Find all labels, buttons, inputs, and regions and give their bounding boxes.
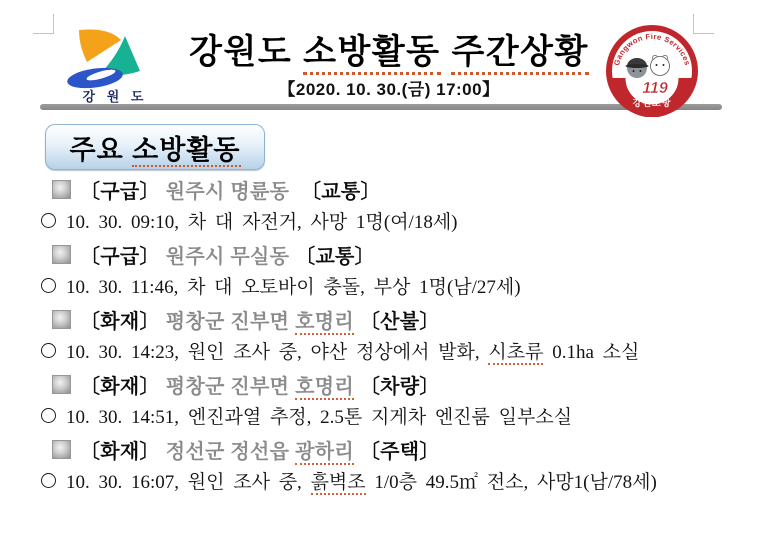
incident-header-row bbox=[52, 176, 760, 203]
square-bullet-icon bbox=[52, 440, 71, 459]
incident-header-text bbox=[80, 435, 440, 464]
text-segment: 〔구급〕 bbox=[80, 246, 160, 268]
text-segment: 〔화재〕 bbox=[80, 311, 160, 333]
incident-item bbox=[0, 176, 760, 241]
section-title bbox=[70, 128, 241, 167]
report-datetime: 【2020. 10. 30.(금) 17:00】 bbox=[278, 80, 500, 100]
incident-header-row bbox=[52, 306, 760, 333]
section-header-box bbox=[45, 124, 265, 170]
rabbit-eye-left bbox=[656, 64, 658, 66]
incident-header-text bbox=[80, 305, 440, 334]
text-segment: 시초류 bbox=[488, 341, 544, 363]
incident-header-text bbox=[80, 370, 440, 399]
text-segment: 정선군 정선읍 bbox=[159, 441, 296, 463]
incident-header-row bbox=[52, 436, 760, 463]
text-segment: 〔구급〕 bbox=[80, 181, 160, 203]
incident-header-row bbox=[52, 241, 760, 268]
text-segment: 소방활동 bbox=[132, 134, 241, 165]
incident-header-row bbox=[52, 371, 760, 398]
square-bullet-icon bbox=[52, 310, 71, 329]
text-segment: 〔화재〕 bbox=[80, 376, 160, 398]
incident-item bbox=[0, 436, 760, 501]
header-title-block bbox=[158, 33, 620, 100]
logo-label: 강 원 도 bbox=[82, 89, 148, 104]
page-title bbox=[158, 33, 620, 72]
text-segment: 〔교통〕 bbox=[295, 246, 375, 268]
bear-eye-right bbox=[640, 70, 642, 72]
text-segment: 〔화재〕 bbox=[80, 441, 160, 463]
incident-detail-text bbox=[66, 272, 521, 299]
emblem-119-number: 119 bbox=[642, 80, 668, 97]
circle-bullet-icon bbox=[41, 473, 56, 488]
emblem-bottom-text: 강원소방 bbox=[632, 98, 672, 108]
incident-detail-row bbox=[41, 272, 760, 298]
circle-bullet-icon bbox=[41, 278, 56, 293]
text-segment: 〔교통〕 bbox=[295, 181, 381, 203]
fire-emblem-graphic bbox=[606, 25, 698, 117]
incident-detail-text bbox=[66, 402, 572, 429]
square-bullet-icon bbox=[52, 245, 71, 264]
text-segment bbox=[441, 33, 452, 71]
text-segment: 10. 30. 09:10, 차 대 자전거, 사망 1명(여/18세) bbox=[66, 211, 458, 233]
text-segment: 0.1ha 소실 bbox=[543, 341, 640, 363]
incident-detail-row bbox=[41, 207, 760, 233]
text-segment: 흙벽조 bbox=[310, 471, 366, 493]
gangwon-fire-services-emblem-icon bbox=[606, 25, 698, 117]
incident-detail-row bbox=[41, 337, 760, 363]
text-segment: 주요 bbox=[69, 134, 133, 165]
incident-item bbox=[0, 306, 760, 371]
text-segment: 주간상황 bbox=[451, 33, 588, 75]
text-segment: 〔산불〕 bbox=[359, 311, 440, 333]
text-segment: 10. 30. 16:07, 원인 조사 중, bbox=[66, 471, 311, 493]
text-segment: 1/0층 49.5㎡ 전소, 사망1(남/78세) bbox=[365, 471, 657, 493]
text-segment: 호명리 bbox=[295, 376, 355, 398]
text-segment: 원주시 명륜동 bbox=[159, 181, 296, 203]
text-segment: 〔주택〕 bbox=[359, 441, 440, 463]
text-segment: 평창군 진부면 bbox=[159, 376, 296, 398]
incident-detail-text bbox=[66, 207, 458, 234]
text-segment: 호명리 bbox=[295, 311, 355, 333]
rabbit-mascot-icon bbox=[651, 57, 670, 76]
incident-item bbox=[0, 371, 760, 436]
text-segment: 〔차량〕 bbox=[359, 376, 440, 398]
incident-header-text bbox=[80, 175, 381, 204]
page-margin-mark-top-left bbox=[33, 14, 54, 34]
text-segment: 10. 30. 14:51, 엔진과열 추정, 2.5톤 지게차 엔진룸 일부소실 bbox=[66, 406, 573, 428]
incident-detail-row bbox=[41, 402, 760, 428]
incident-detail-text bbox=[66, 337, 639, 364]
incident-detail-row bbox=[41, 467, 760, 493]
square-bullet-icon bbox=[52, 180, 71, 199]
text-segment: 광하리 bbox=[295, 441, 355, 463]
incident-detail-text bbox=[66, 467, 657, 494]
square-bullet-icon bbox=[52, 375, 71, 394]
rabbit-eye-right bbox=[663, 64, 665, 66]
text-segment: 평창군 진부면 bbox=[159, 311, 296, 333]
circle-bullet-icon bbox=[41, 343, 56, 358]
text-segment: 10. 30. 11:46, 차 대 오토바이 충돌, 부상 1명(남/27세) bbox=[66, 276, 521, 298]
bear-helmet-brim bbox=[626, 64, 649, 68]
circle-bullet-icon bbox=[41, 408, 56, 423]
incident-item bbox=[0, 241, 760, 306]
emblem-top-text: Gangwon Fire Services bbox=[611, 31, 693, 67]
text-segment: 강원도 bbox=[189, 33, 304, 71]
circle-bullet-icon bbox=[41, 213, 56, 228]
bear-eye-left bbox=[633, 70, 635, 72]
text-segment: 10. 30. 14:23, 원인 조사 중, 야산 정상에서 발화, bbox=[66, 341, 489, 363]
text-segment: 소방활동 bbox=[303, 33, 440, 75]
incident-list bbox=[0, 176, 760, 501]
incident-header-text bbox=[80, 240, 375, 269]
text-segment: 원주시 무실동 bbox=[159, 246, 296, 268]
